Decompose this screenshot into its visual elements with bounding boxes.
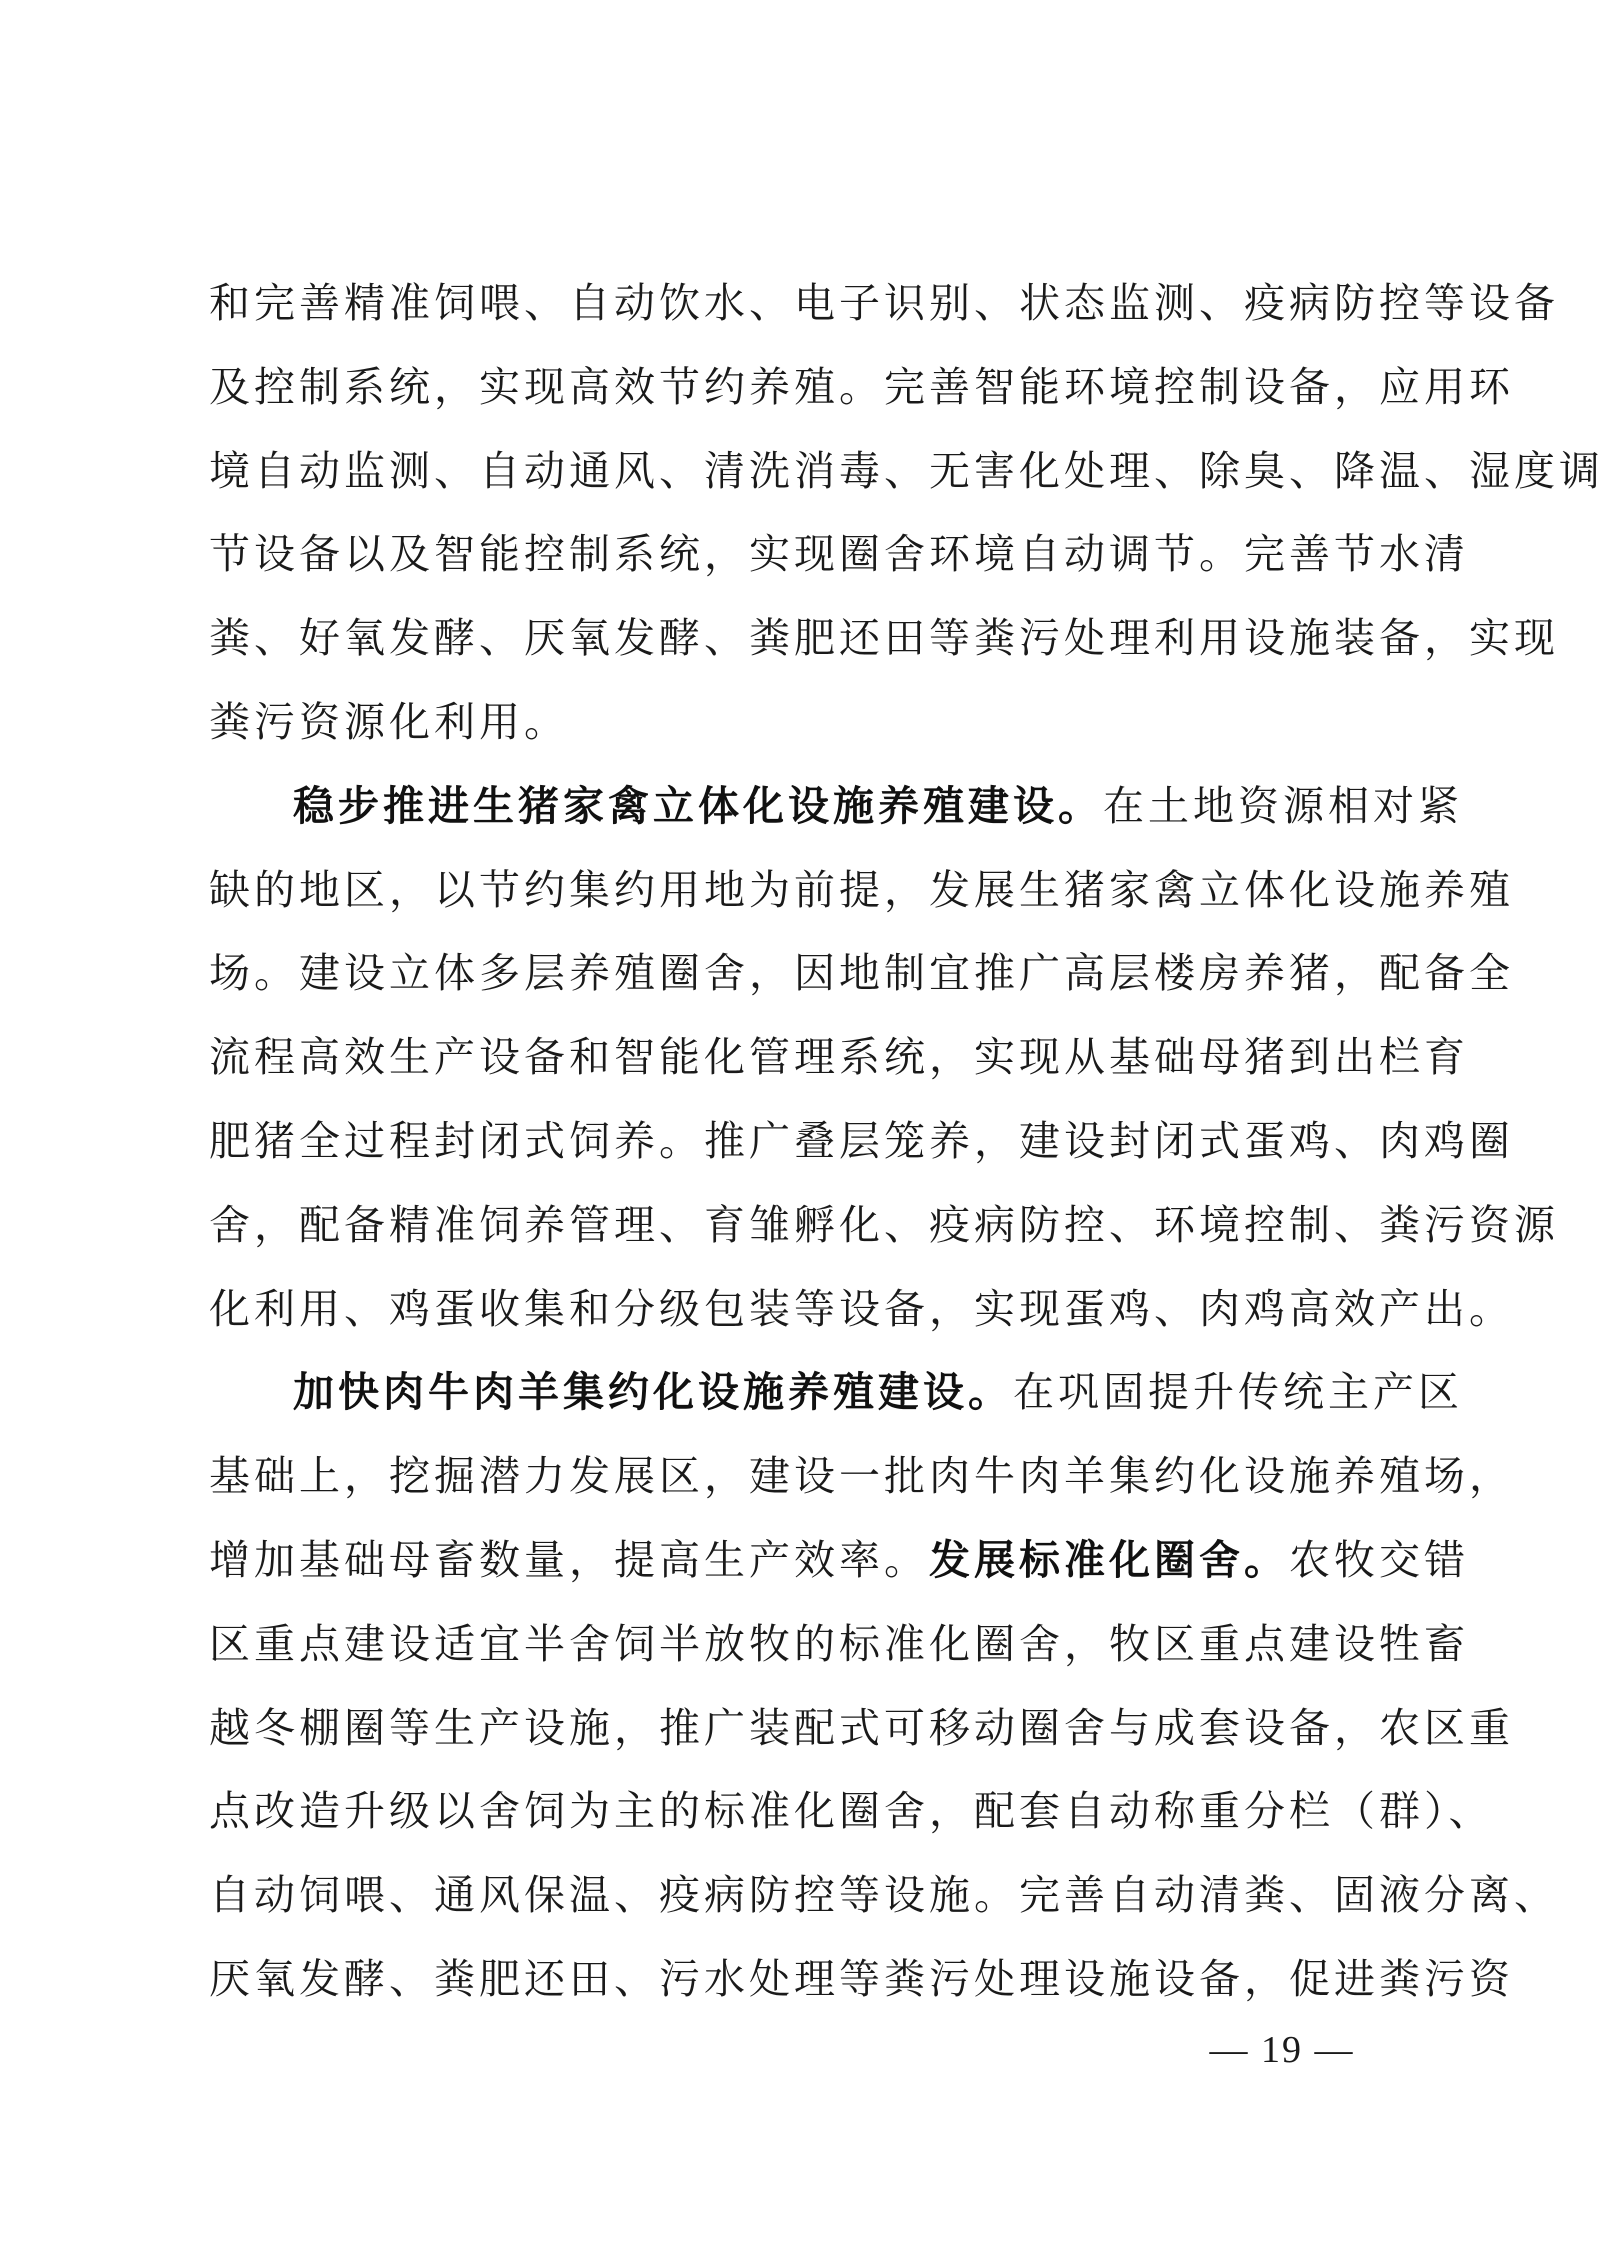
text-line [209, 849, 1514, 933]
paragraph-text: 舍，配备精准饲养管理、育雏孵化、疫病防控、环境控制、粪污资源 [209, 1200, 1559, 1249]
text-line [209, 346, 1514, 430]
paragraph-text: 粪、好氧发酵、厌氧发酵、粪肥还田等粪污处理利用设施装备，实现 [209, 614, 1559, 663]
text-line [209, 1351, 1463, 1435]
text-line [209, 597, 1559, 681]
paragraph-text: 流程高效生产设备和智能化管理系统，实现从基础母猪到出栏育 [209, 1033, 1469, 1082]
bold-heading-text: 发展标准化圈舍。 [929, 1535, 1289, 1584]
text-line [209, 1016, 1469, 1100]
paragraph-text: 节设备以及智能控制系统，实现圈舍环境自动调节。完善节水清 [209, 530, 1469, 579]
text-line [209, 1603, 1469, 1687]
paragraph-text: 厌氧发酵、粪肥还田、污水处理等粪污处理设施设备，促进粪污资 [209, 1954, 1514, 2003]
text-line [209, 430, 1604, 514]
text-line [209, 1519, 1469, 1603]
paragraph-text: 增加基础母畜数量，提高生产效率。 [209, 1535, 929, 1584]
text-line [209, 681, 1377, 765]
text-line [209, 1854, 1559, 1938]
text-line [209, 1184, 1559, 1268]
text-line [209, 513, 1469, 597]
text-line [209, 932, 1514, 1016]
paragraph-text: 基础上，挖掘潜力发展区，建设一批肉牛肉羊集约化设施养殖场， [209, 1452, 1514, 1501]
paragraph-text: 缺的地区，以节约集约用地为前提，发展生猪家禽立体化设施养殖 [209, 865, 1514, 914]
text-line [209, 1770, 1494, 1854]
paragraph-text: 在土地资源相对紧 [1103, 781, 1463, 830]
text-line [209, 1435, 1514, 1519]
paragraph-text: 越冬棚圈等生产设施，推广装配式可移动圈舍与成套设备，农区重 [209, 1703, 1514, 1752]
bold-heading-text: 加快肉牛肉羊集约化设施养殖建设。 [293, 1368, 1013, 1417]
text-line [209, 1268, 1514, 1352]
paragraph-text: 区重点建设适宜半舍饲半放牧的标准化圈舍，牧区重点建设牲畜 [209, 1619, 1469, 1668]
body-text [209, 262, 1604, 2022]
paragraph-text: 自动饲喂、通风保温、疫病防控等设施。完善自动清粪、固液分离、 [209, 1871, 1559, 1920]
paragraph-text: 场。建设立体多层养殖圈舍，因地制宜推广高层楼房养猪，配备全 [209, 949, 1514, 998]
paragraph-text: 境自动监测、自动通风、清洗消毒、无害化处理、除臭、降温、湿度调 [209, 446, 1604, 495]
paragraph-text: 在巩固提升传统主产区 [1013, 1368, 1463, 1417]
paragraph-text: 粪污资源化利用。 [209, 697, 569, 746]
bold-heading-text: 稳步推进生猪家禽立体化设施养殖建设。 [293, 781, 1103, 830]
text-line [209, 1687, 1514, 1771]
paragraph-text: 点改造升级以舍饲为主的标准化圈舍，配套自动称重分栏（群）、 [209, 1787, 1494, 1836]
paragraph-text: 肥猪全过程封闭式饲养。推广叠层笼养，建设封闭式蛋鸡、肉鸡圈 [209, 1116, 1514, 1165]
text-line [209, 262, 1559, 346]
text-line [209, 1100, 1514, 1184]
text-line [209, 1938, 1514, 2022]
page-number: — 19 — [1209, 2029, 1355, 2071]
paragraph-text: 及控制系统，实现高效节约养殖。完善智能环境控制设备，应用环 [209, 362, 1514, 411]
paragraph-text: 化利用、鸡蛋收集和分级包装等设备，实现蛋鸡、肉鸡高效产出。 [209, 1284, 1514, 1333]
paragraph-text: 农牧交错 [1289, 1535, 1469, 1584]
text-line [209, 765, 1463, 849]
paragraph-text: 和完善精准饲喂、自动饮水、电子识别、状态监测、疫病防控等设备 [209, 279, 1559, 327]
